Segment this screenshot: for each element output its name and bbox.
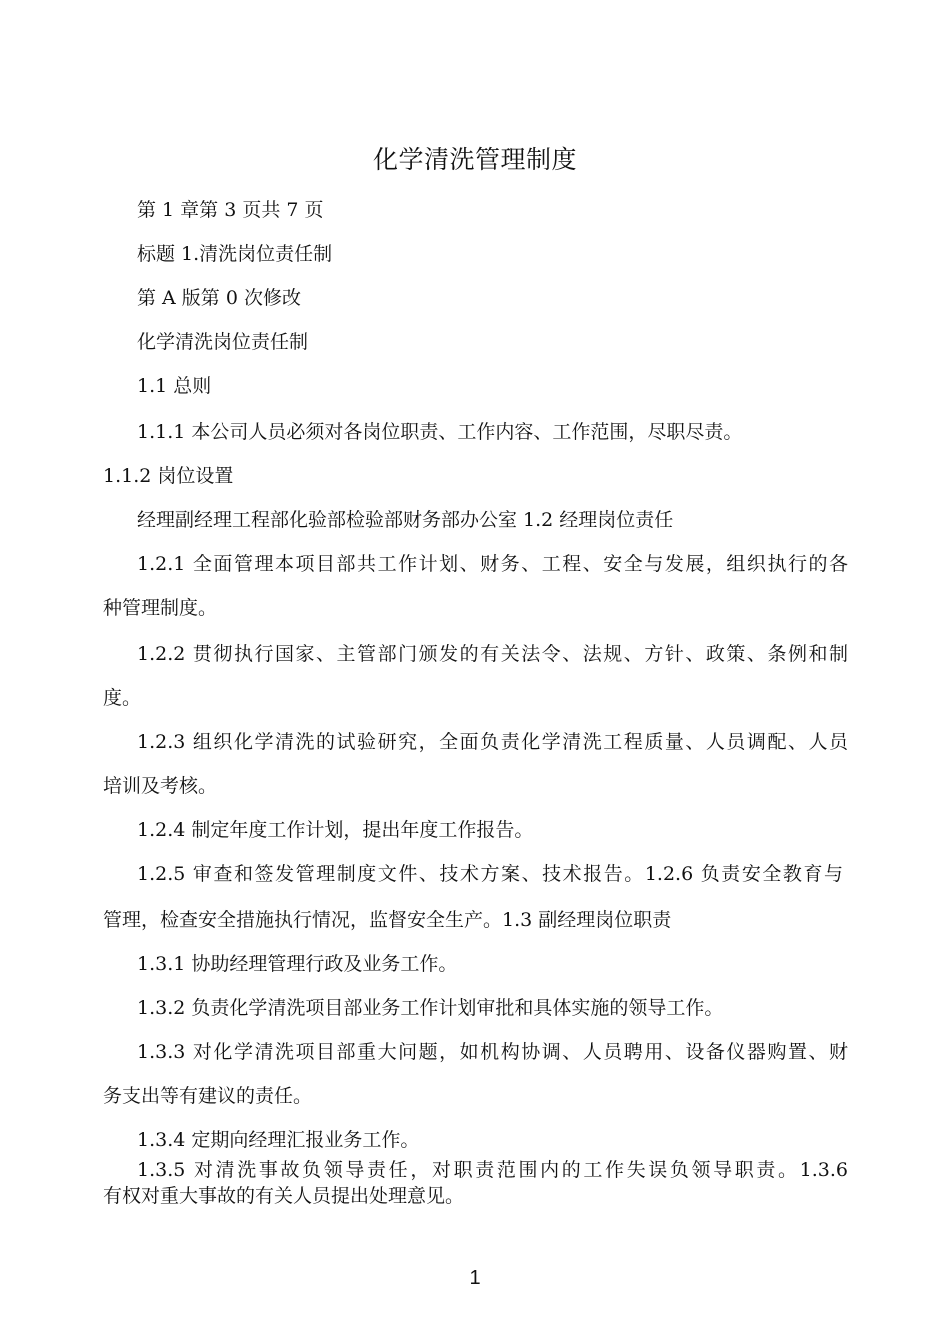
clause-heading: 1.1.2 岗位设置 [103, 465, 234, 487]
clause-text-continued: 有权对重大事故的有关人员提出处理意见。 [103, 1185, 465, 1207]
clause-text: 1.2.1 全面管理本项目部共工作计划、财务、工程、安全与发展，组织执行的各 [137, 553, 848, 575]
clause-text: 1.2.4 制定年度工作计划，提出年度工作报告。 [137, 819, 534, 841]
clause-text-continued: 务支出等有建议的责任。 [103, 1085, 313, 1107]
clause-text-continued: 种管理制度。 [103, 597, 218, 619]
clause-text: 1.2.2 贯彻执行国家、主管部门颁发的有关法令、法规、方针、政策、条例和制 [137, 643, 848, 665]
clause-text: 1.2.5 审查和签发管理制度文件、技术方案、技术报告。1.2.6 负责安全教育与 [137, 863, 843, 885]
clause-text-continued: 管理，检查安全措施执行情况，监督安全生产。1.3 副经理岗位职责 [103, 909, 672, 931]
section-heading: 化学清洗岗位责任制 [137, 331, 309, 353]
clause-text: 1.3.2 负责化学清洗项目部业务工作计划审批和具体实施的领导工作。 [137, 997, 724, 1019]
clause-text: 1.3.5 对清洗事故负领导责任，对职责范围内的工作失误负领导职责。1.3.6 [137, 1159, 848, 1181]
clause-text: 1.3.4 定期向经理汇报业务工作。 [137, 1129, 420, 1151]
revision-info: 第 A 版第 0 次修改 [137, 287, 301, 309]
document-title: 化学清洗管理制度 [372, 145, 577, 174]
clause-text-continued: 度。 [103, 687, 142, 709]
clause-text: 1.1.1 本公司人员必须对各岗位职责、工作内容、工作范围，尽职尽责。 [137, 421, 743, 443]
heading-label: 标题 1.清洗岗位责任制 [137, 243, 333, 265]
clause-heading: 1.1 总则 [137, 375, 212, 397]
clause-text-continued: 培训及考核。 [103, 775, 218, 797]
clause-text: 1.3.3 对化学清洗项目部重大问题，如机构协调、人员聘用、设备仪器购置、财 [137, 1041, 848, 1063]
page-number: 1 [469, 1267, 481, 1289]
clause-text: 经理副经理工程部化验部检验部财务部办公室 1.2 经理岗位责任 [137, 509, 674, 531]
clause-text: 1.3.1 协助经理管理行政及业务工作。 [137, 953, 458, 975]
clause-text: 1.2.3 组织化学清洗的试验研究，全面负责化学清洗工程质量、人员调配、人员 [137, 731, 848, 753]
chapter-page-info: 第 1 章第 3 页共 7 页 [137, 199, 324, 221]
